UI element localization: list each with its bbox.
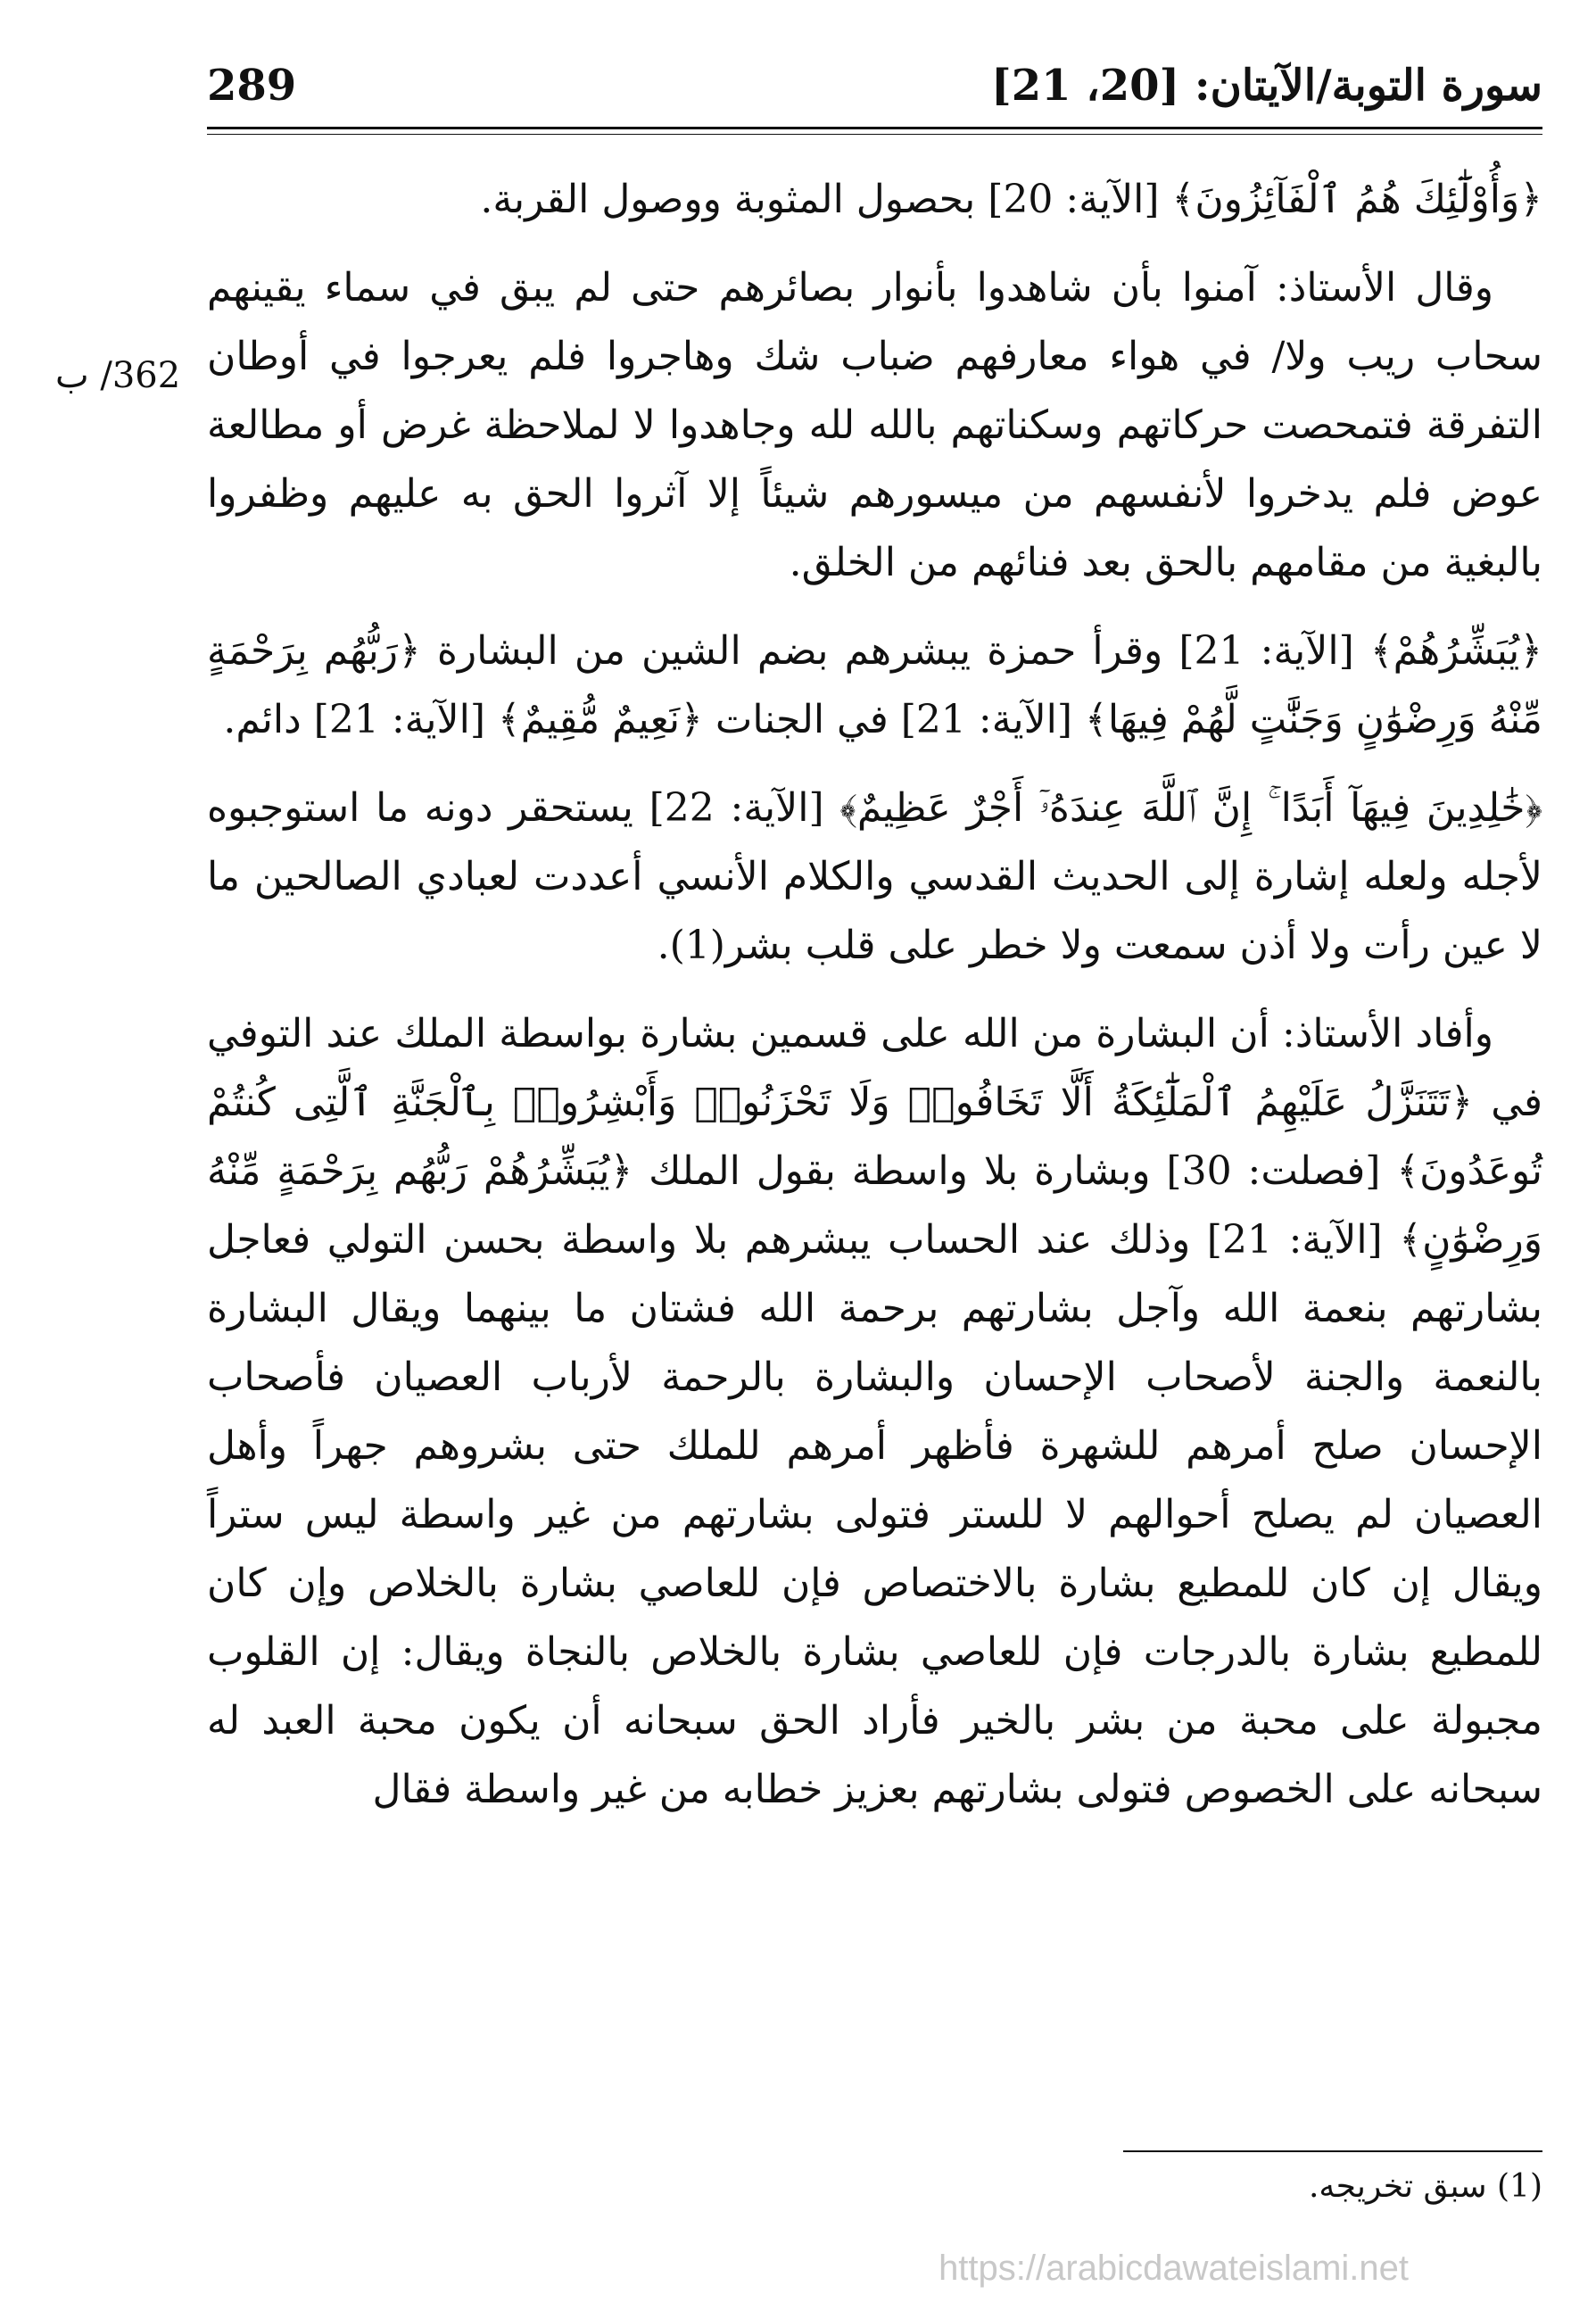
running-title: سورة التوبة/الآيتان: [20، 21] xyxy=(990,61,1542,111)
paragraph-ayah-21: ﴿يُبَشِّرُهُمْ﴾ [الآية: 21] وقرأ حمزة يبشرهم بضم الشين من البشارة ﴿رَبُّهُم بِرَحْمَةٍ مِّنْهُ وَرِضْوَٰنٍ وَجَنَّٰتٍ لَّهُمْ فِيهَا﴾ [الآية: 21] في الجنات ﴿نَعِيمٌ مُّقِيمٌ﴾ [الآية: 21] دائم. xyxy=(207,628,1542,742)
paragraph-ayah-20: ﴿وَأُوْلَٰٓئِكَ هُمُ ٱلْفَآئِزُونَ﴾ [الآية: 20] بحصول المثوبة ووصول القربة. xyxy=(480,177,1542,222)
manuscript-folio-note: 362/ ب xyxy=(55,355,181,396)
footnote: (1) سبق تخريجه. xyxy=(1308,2168,1542,2205)
footnote-divider xyxy=(1123,2150,1542,2152)
page-number: 289 xyxy=(207,61,297,111)
paragraph-ustadh-2: وأفاد الأستاذ: أن البشارة من الله على قسمين بشارة بواسطة الملك عند التوفي في ﴿تَتَنَزَّلُ عَلَيْهِمُ ٱلْمَلَٰٓئِكَةُ أَلَّا تَخَافُوا۟ وَلَا تَحْزَنُوا۟ وَأَبْشِرُوا۟ بِٱلْجَنَّةِ ٱلَّتِى كُنتُمْ تُوعَدُونَ﴾ [فصلت: 30] وبشارة بلا واسطة بقول الملك ﴿يُبَشِّرُهُمْ رَبُّهُم بِرَحْمَةٍ مِّنْهُ وَرِضْوَٰنٍ﴾ [الآية: 21] وذلك عند الحساب يبشرهم بلا واسطة بحسن التولي فعاجل بشارتهم بنعمة الله وآجل بشارتهم برحمة الله فشتان ما بينهما ويقال البشارة بالنعمة والجنة لأصحاب الإحسان والبشارة بالرحمة لأرباب العصيان فأصحاب الإحسان صلح أمرهم للشهرة فأظهر أمرهم للملك حتى بشروهم جهراً وأهل العصيان لم يصلح أحوالهم لا للستر فتولى بشارتهم من غير واسطة ليس ستراً ويقال إن كان للمطيع بشارة بالاختصاص فإن للعاصي بشارة بالخلاص وإن كان للمطيع بشارة بالدرجات فإن للعاصي بشارة بالخلاص بالنجاة ويقال: إن القلوب مجبولة على محبة من بشر بالخير فأراد الحق سبحانه أن يكون محبة العبد له سبحانه على الخصوص فتولى بشارتهم بعزيز خطابه من غير واسطة فقال xyxy=(207,1011,1542,1812)
page-header xyxy=(207,52,1542,123)
paragraph-ayah-22: ﴿خَٰلِدِينَ فِيهَآ أَبَدًا ۚ إِنَّ ٱللَّهَ عِندَهُۥٓ أَجْرٌ عَظِيمٌ﴾ [الآية: 22] يستحقر دونه ما استوجبوه لأجله ولعله إشارة إلى الحديث القدسي والكلام الأنسي أعددت لعبادي الصالحين ما لا عين رأت ولا أذن سمعت ولا خطر على قلب بشر(1). xyxy=(207,785,1542,968)
watermark-url: https://arabicdawateislami.net xyxy=(939,2249,1409,2288)
header-divider xyxy=(207,127,1542,135)
main-text xyxy=(207,165,1542,1843)
paragraph-ustadh-1: وقال الأستاذ: آمنوا بأن شاهدوا بأنوار بصائرهم حتى لم يبق في سماء يقينهم سحاب ريب ولا/ في هواء معارفهم ضباب شك وهاجروا فلم يعرجوا في أوطان التفرقة فتمحصت حركاتهم وسكناتهم بالله لله وجاهدوا لا لملاحظة غرض أو مطالعة عوض فلم يدخروا لأنفسهم من ميسورهم شيئاً إلا آثروا الحق به عليهم وظفروا بالبغية من مقامهم بالحق بعد فنائهم من الخلق. xyxy=(207,265,1542,585)
